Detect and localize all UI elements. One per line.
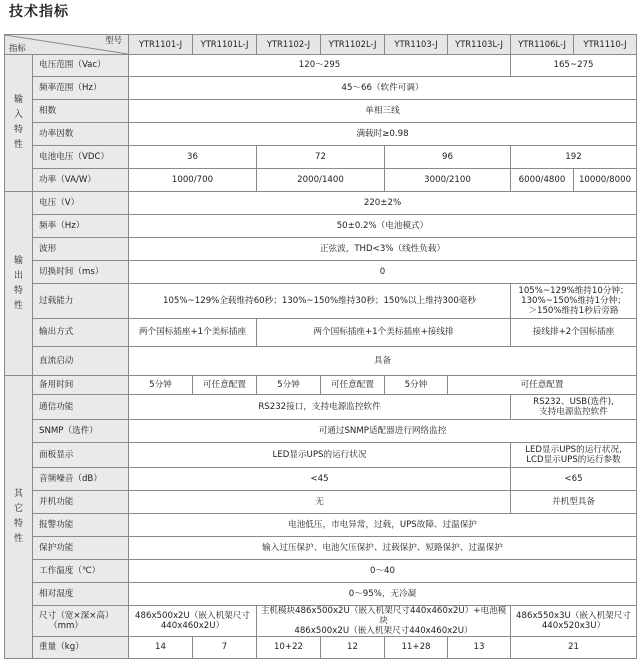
table-cell: 72 [257, 146, 385, 169]
row-label: 备用时间 [33, 376, 129, 395]
model-header: YTR1103-J [385, 35, 448, 55]
table-cell: 0 [129, 261, 637, 284]
table-cell: 6000/4800 [511, 169, 574, 192]
page-title: 技术指标 [9, 4, 69, 20]
table-cell: 165~275 [511, 55, 637, 77]
row-label: 工作温度（℃） [33, 560, 129, 583]
table-row [5, 284, 637, 319]
cell-line: 主机模块486x500x2U（嵌入机架尺寸440x460x2U）+电池模块 [260, 606, 507, 626]
row-label: 电压（V） [33, 192, 129, 215]
row-label: 并机功能 [33, 491, 129, 514]
table-cell [511, 284, 637, 319]
table-cell: 单相三线 [129, 100, 637, 123]
row-label: 重量（kg） [33, 637, 129, 659]
table-cell: 电池低压，市电异常，过载，UPS故障、过温保护 [129, 514, 637, 537]
table-cell: 10000/8000 [574, 169, 637, 192]
table-cell: 5分钟 [129, 376, 193, 395]
table-cell: 0～40 [129, 560, 637, 583]
table-row [5, 238, 637, 261]
row-label: 通信功能 [33, 395, 129, 420]
table-cell: 3000/2100 [385, 169, 511, 192]
table-row [5, 395, 637, 420]
table-cell: 10+22 [257, 637, 321, 659]
table-row [5, 347, 637, 376]
table-cell: 192 [511, 146, 637, 169]
row-label: 波形 [33, 238, 129, 261]
row-label: 相数 [33, 100, 129, 123]
row-label: 频率范围（Hz） [33, 77, 129, 100]
cell-line: RS232、USB(选件), [533, 397, 614, 407]
table-row [5, 583, 637, 606]
cell-line: 440x460x2U） [160, 621, 225, 631]
table-row [5, 491, 637, 514]
cell-line: 486x550x3U（嵌入机架尺寸 [516, 611, 631, 621]
table-cell: 2000/1400 [257, 169, 385, 192]
cell-line: LED显示UPS的运行状况, [525, 445, 622, 455]
table-cell: RS232接口，支持电源监控软件 [129, 395, 511, 420]
table-cell: 7 [193, 637, 257, 659]
label-line: 尺寸（宽×深×高） [39, 611, 114, 621]
row-label: 报警功能 [33, 514, 129, 537]
table-cell: 输入过压保护、电池欠压保护、过载保护、短路保护、过温保护 [129, 537, 637, 560]
table-cell [511, 606, 637, 637]
group-output-label: 输出特性 [5, 192, 33, 376]
table-cell: 正弦波，THD<3%（线性负载） [129, 238, 637, 261]
group-other-label: 其它特性 [5, 376, 33, 659]
table-cell: 5分钟 [257, 376, 321, 395]
table-row [5, 537, 637, 560]
row-label: 电压范围（Vac） [33, 55, 129, 77]
cell-line: ＞150%维持1秒后旁路 [528, 306, 619, 316]
table-row [5, 443, 637, 468]
table-row [5, 55, 637, 77]
table-row [5, 560, 637, 583]
table-cell: 可任意配置 [321, 376, 385, 395]
model-header-label: 型号 [105, 35, 122, 45]
table-cell: 14 [129, 637, 193, 659]
row-label: 面板显示 [33, 443, 129, 468]
cell-line: 486x500x2U（嵌入机架尺寸440x460x2U） [294, 626, 473, 636]
row-label: 切换时间（ms） [33, 261, 129, 284]
table-cell: 13 [448, 637, 511, 659]
group-input-label: 输入特性 [5, 55, 33, 192]
table-row [5, 606, 637, 637]
table-cell: 两个国标插座+1个美标插座+接线排 [257, 319, 511, 347]
table-row [5, 420, 637, 443]
cell-line: 支持电源监控软件 [539, 407, 608, 417]
table-cell [129, 606, 257, 637]
cell-line: 440x520x3U） [541, 621, 606, 631]
spec-table [4, 34, 637, 659]
table-cell: 50±0.2%（电池模式） [129, 215, 637, 238]
table-cell [257, 606, 511, 637]
table-row [5, 261, 637, 284]
table-cell: 具备 [129, 347, 637, 376]
row-label [33, 606, 129, 637]
table-cell: 45～66（软件可调） [129, 77, 637, 100]
spec-header-label: 指标 [9, 43, 26, 53]
table-row [5, 192, 637, 215]
table-cell [511, 395, 637, 420]
header-row [5, 35, 637, 55]
row-label: 频率（Hz） [33, 215, 129, 238]
table-cell: 接线排+2个国标插座 [511, 319, 637, 347]
table-row [5, 637, 637, 659]
table-cell: 96 [385, 146, 511, 169]
model-header: YTR1101-J [129, 35, 193, 55]
model-header: YTR1110-J [574, 35, 637, 55]
row-label: 音频噪音（dB） [33, 468, 129, 491]
table-cell: 0～95%，无冷凝 [129, 583, 637, 606]
table-cell: 可通过SNMP适配器进行网络监控 [129, 420, 637, 443]
table-cell: 21 [511, 637, 637, 659]
table-row [5, 169, 637, 192]
table-cell: 120～295 [129, 55, 511, 77]
row-label: 输出方式 [33, 319, 129, 347]
model-header: YTR1102L-J [321, 35, 385, 55]
cell-line: LCD显示UPS的运行参数 [526, 455, 621, 465]
table-cell: 36 [129, 146, 257, 169]
table-cell: 220±2% [129, 192, 637, 215]
table-cell [511, 443, 637, 468]
table-row [5, 77, 637, 100]
row-label: 电池电压（VDC） [33, 146, 129, 169]
table-cell: 并机型具备 [511, 491, 637, 514]
cell-line: 130%~150%维持1分钟； [521, 296, 626, 306]
table-row [5, 100, 637, 123]
table-cell: 105%~129%全载维持60秒；130%~150%维持30秒；150%以上维持300毫秒 [129, 284, 511, 319]
table-cell: 两个国标插座+1个美标插座 [129, 319, 257, 347]
row-label: 保护功能 [33, 537, 129, 560]
header-diagonal-cell [5, 35, 129, 55]
model-header: YTR1103L-J [448, 35, 511, 55]
row-label: 过载能力 [33, 284, 129, 319]
label-line: （mm） [49, 621, 83, 631]
model-header: YTR1102-J [257, 35, 321, 55]
row-label: 直流启动 [33, 347, 129, 376]
table-row [5, 123, 637, 146]
model-header: YTR1106L-J [511, 35, 574, 55]
table-cell: 1000/700 [129, 169, 257, 192]
row-label: 功率（VA/W） [33, 169, 129, 192]
table-cell: 5分钟 [385, 376, 448, 395]
table-cell: 可任意配置 [193, 376, 257, 395]
table-row [5, 468, 637, 491]
table-cell: LED显示UPS的运行状况 [129, 443, 511, 468]
row-label: 相对湿度 [33, 583, 129, 606]
table-row [5, 514, 637, 537]
table-cell: 无 [129, 491, 511, 514]
table-cell: <45 [129, 468, 511, 491]
cell-line: 486x500x2U（嵌入机架尺寸 [135, 611, 250, 621]
table-cell: 可任意配置 [448, 376, 637, 395]
model-header: YTR1101L-J [193, 35, 257, 55]
row-label: 功率因数 [33, 123, 129, 146]
table-row [5, 319, 637, 347]
table-row [5, 146, 637, 169]
cell-line: 105%~129%维持10分钟； [518, 286, 629, 296]
table-cell: 12 [321, 637, 385, 659]
row-label: SNMP（选件） [33, 420, 129, 443]
table-cell: 满载时≥0.98 [129, 123, 637, 146]
table-row [5, 376, 637, 395]
table-cell: 11+28 [385, 637, 448, 659]
table-cell: <65 [511, 468, 637, 491]
table-row [5, 215, 637, 238]
